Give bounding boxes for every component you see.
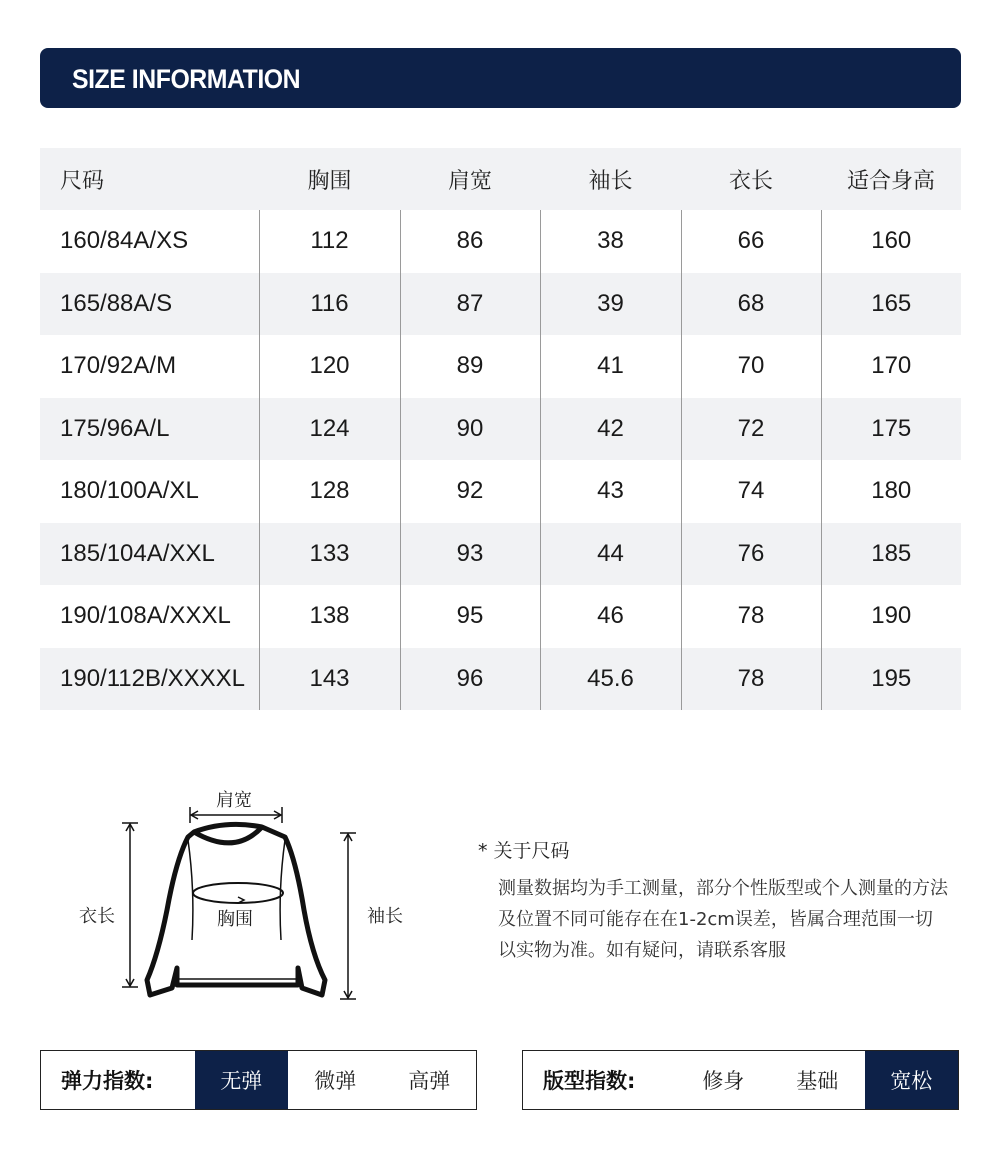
chest-label: 胸围 <box>217 909 253 930</box>
cell-length: 70 <box>681 335 821 398</box>
cell-chest: 133 <box>259 523 400 586</box>
size-note <box>478 836 958 966</box>
cell-sleeve: 43 <box>540 460 681 523</box>
header-height: 适合身高 <box>821 148 961 210</box>
table-row <box>40 460 961 523</box>
table-row <box>40 210 961 273</box>
header-size: 尺码 <box>40 148 259 210</box>
cell-shoulder: 90 <box>400 398 540 461</box>
cell-size: 160/84A/XS <box>60 227 189 255</box>
fit-index <box>522 1050 959 1110</box>
cell-sleeve: 44 <box>540 523 681 586</box>
cell-sleeve: 42 <box>540 398 681 461</box>
banner-title: SIZE INFORMATION <box>72 64 301 94</box>
cell-sleeve: 39 <box>540 273 681 336</box>
cell-shoulder: 86 <box>400 210 540 273</box>
table-row <box>40 648 961 711</box>
cell-size: 165/88A/S <box>40 273 259 336</box>
note-body: 测量数据均为手工测量，部分个性版型或个人测量的方法及位置不同可能存在在1-2cm误差，皆属合理范围一切以实物为准。如有疑问，请联系客服 <box>498 878 948 961</box>
table-header-row <box>40 148 961 210</box>
elasticity-index <box>40 1050 477 1110</box>
elasticity-option-high[interactable]: 高弹 <box>408 1069 451 1093</box>
length-arrow <box>122 823 138 987</box>
table-row <box>40 523 961 586</box>
cell-chest: 116 <box>259 273 400 336</box>
sweater-illustration <box>60 780 460 1020</box>
cell-sleeve: 45.6 <box>540 648 681 711</box>
sleeve-label: 袖长 <box>367 906 403 927</box>
table-row <box>40 335 961 398</box>
cell-shoulder: 96 <box>400 648 540 711</box>
cell-length: 74 <box>681 460 821 523</box>
cell-sleeve: 41 <box>540 335 681 398</box>
header-chest: 胸围 <box>259 148 400 210</box>
cell-height: 185 <box>821 523 961 586</box>
cell-height: 180 <box>821 460 961 523</box>
cell-size: 170/92A/M <box>60 352 177 380</box>
cell-chest: 143 <box>259 648 400 711</box>
cell-size: 185/104A/XXL <box>40 523 259 586</box>
cell-chest: 120 <box>259 335 400 398</box>
cell-height: 170 <box>821 335 961 398</box>
note-star: * <box>478 840 488 862</box>
header-shoulder: 肩宽 <box>400 148 540 210</box>
shoulder-label: 肩宽 <box>216 790 252 811</box>
size-table <box>40 148 961 710</box>
cell-chest: 138 <box>259 585 400 648</box>
fit-label: 版型指数: <box>543 1069 636 1093</box>
cell-height: 175 <box>821 398 961 461</box>
cell-size: 190/108A/XXXL <box>60 602 231 630</box>
cell-length: 66 <box>681 210 821 273</box>
cell-shoulder: 93 <box>400 523 540 586</box>
cell-length: 78 <box>681 585 821 648</box>
cell-height: 165 <box>821 273 961 336</box>
elasticity-label: 弹力指数: <box>61 1069 154 1093</box>
cell-length: 72 <box>681 398 821 461</box>
cell-sleeve: 46 <box>540 585 681 648</box>
table-row <box>40 273 961 336</box>
cell-chest: 112 <box>259 210 400 273</box>
cell-chest: 128 <box>259 460 400 523</box>
note-title-text: 关于尺码 <box>493 840 570 862</box>
header-length: 衣长 <box>681 148 821 210</box>
fit-option-regular[interactable]: 基础 <box>796 1069 839 1093</box>
cell-height: 160 <box>821 210 961 273</box>
note-title <box>478 836 958 863</box>
cell-chest: 124 <box>259 398 400 461</box>
measurement-diagram <box>60 780 460 1020</box>
cell-shoulder: 89 <box>400 335 540 398</box>
cell-shoulder: 87 <box>400 273 540 336</box>
elasticity-option-none[interactable]: 无弹 <box>195 1051 289 1109</box>
cell-height: 195 <box>821 648 961 711</box>
size-info-banner <box>40 48 961 108</box>
elasticity-option-slight[interactable]: 微弹 <box>314 1069 357 1093</box>
fit-option-slim[interactable]: 修身 <box>702 1069 745 1093</box>
fit-option-loose[interactable]: 宽松 <box>865 1051 959 1109</box>
header-sleeve: 袖长 <box>540 148 681 210</box>
cell-height: 190 <box>821 585 961 648</box>
cell-length: 68 <box>681 273 821 336</box>
sleeve-arrow <box>340 833 356 999</box>
table-row <box>40 585 961 648</box>
cell-size: 180/100A/XL <box>60 477 199 505</box>
table-row <box>40 398 961 461</box>
cell-length: 78 <box>681 648 821 711</box>
cell-size: 190/112B/XXXXL <box>40 648 259 711</box>
cell-length: 76 <box>681 523 821 586</box>
length-label: 衣长 <box>79 906 115 927</box>
cell-size: 175/96A/L <box>40 398 259 461</box>
cell-sleeve: 38 <box>540 210 681 273</box>
cell-shoulder: 95 <box>400 585 540 648</box>
cell-shoulder: 92 <box>400 460 540 523</box>
